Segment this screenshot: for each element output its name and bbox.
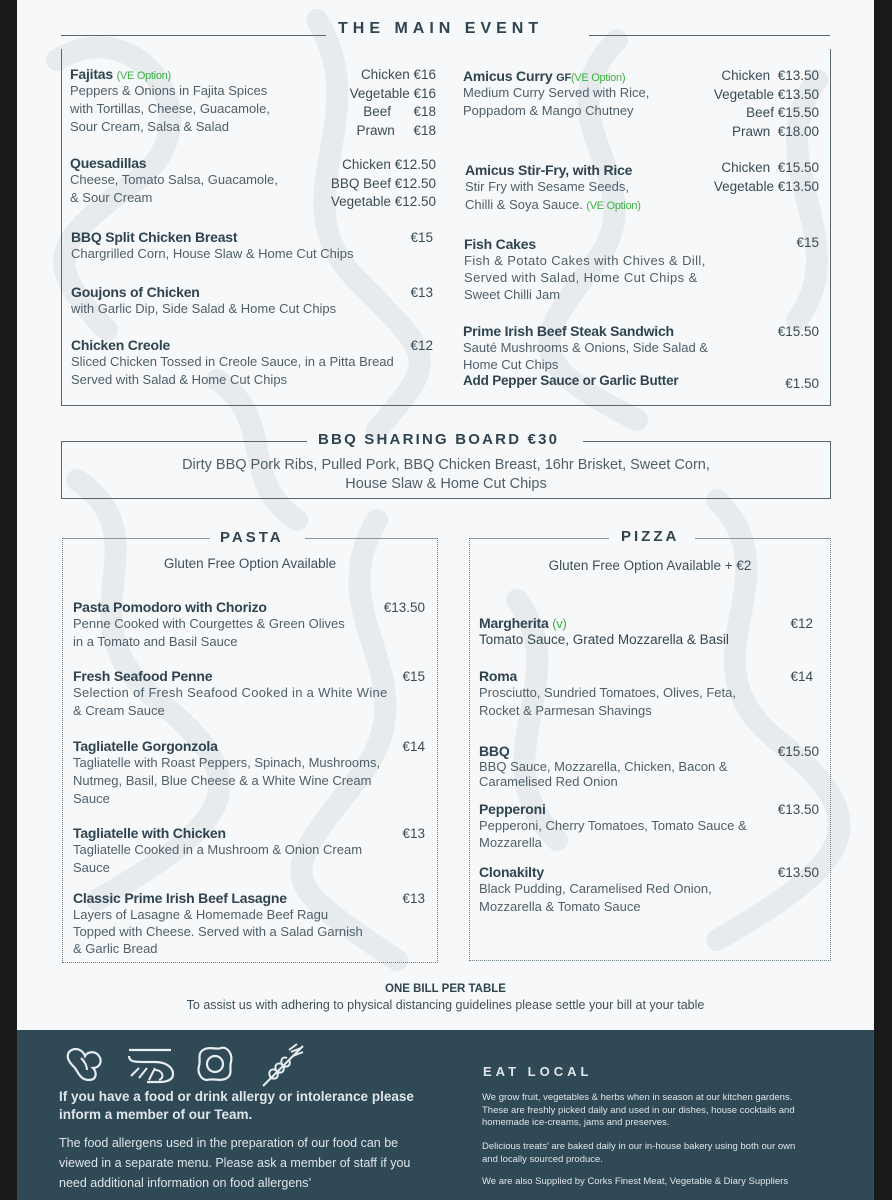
- price: BBQ Beef €12.50: [330, 175, 436, 191]
- item-desc: Sour Cream, Salsa & Salad: [70, 119, 229, 134]
- item-desc: Topped with Cheese. Served with a Salad Garnish: [73, 924, 363, 939]
- menu-item-amicus-curry: [463, 68, 649, 120]
- price: Chicken €15.50: [721, 160, 819, 175]
- menu-item-clonakilty: [479, 864, 712, 916]
- item-desc: Tomato Sauce, Grated Mozzarella & Basil: [479, 632, 729, 647]
- ve-option-tag: (VE Option): [571, 72, 626, 84]
- wheat-icon: [259, 1042, 307, 1088]
- price: €13: [402, 826, 425, 841]
- item-desc: Tagliatelle Cooked in a Mushroom & Onion Cream: [73, 842, 363, 857]
- menu-item-amicus-stir-fry: [465, 162, 641, 215]
- text-line: viewed in a separate menu. Please ask a member of staff if you: [59, 1156, 411, 1170]
- eat-local-p3: We are also Supplied by Corks Finest Meat, Vegetable & Diary Suppliers: [482, 1176, 789, 1187]
- price: €15: [402, 669, 425, 684]
- eat-local-p2: [482, 1141, 795, 1166]
- ve-option-tag: (VE Option): [116, 70, 171, 82]
- menu-item-tagliatelle-gorgonzola: [73, 738, 380, 808]
- item-desc: Black Pudding, Caramelised Red Onion,: [479, 881, 712, 896]
- item-desc: Home Cut Chips: [463, 357, 559, 372]
- item-desc: & Garlic Bread: [73, 941, 158, 956]
- price-list-fajitas: [296, 66, 436, 140]
- item-name: Fish Cakes: [464, 236, 536, 252]
- menu-item-pepperoni: [479, 801, 747, 851]
- price-list-amicus-curry: [669, 67, 819, 141]
- item-name: Chicken Creole: [71, 337, 171, 353]
- item-desc: Tagliatelle with Roast Peppers, Spinach, Mushrooms,: [73, 755, 381, 770]
- eat-local-title: EAT LOCAL: [483, 1064, 593, 1079]
- menu-item-tagliatelle-chicken: [73, 825, 362, 877]
- menu-item-chicken-creole: [71, 337, 394, 389]
- allergy-heading: [59, 1088, 414, 1124]
- item-desc: Pepperoni, Cherry Tomatoes, Tomato Sauce &: [479, 818, 747, 833]
- title-rule-left: [61, 35, 326, 36]
- price: €13: [410, 285, 433, 300]
- text-line: These are freshly picked daily and used in our dishes, house cocktails and: [482, 1104, 795, 1116]
- item-desc: Nutmeg, Basil, Blue Cheese & a White Wine Cream: [73, 773, 372, 788]
- item-desc: Penne Cooked with Courgettes & Green Olives: [73, 616, 345, 631]
- price: €15.50: [777, 744, 819, 759]
- price-list-quesadillas: [276, 156, 436, 212]
- price: €1.50: [785, 376, 819, 391]
- price: €12: [410, 338, 433, 353]
- bbq-board-title: BBQ SHARING BOARD €30: [318, 431, 560, 448]
- pizza-subtitle: Gluten Free Option Available + €2: [548, 558, 752, 573]
- menu-item-steak-sandwich: [463, 323, 708, 388]
- bbq-board-desc: [61, 456, 831, 494]
- title-rule-right: [589, 35, 830, 36]
- item-desc: Rocket & Parmesan Shavings: [479, 703, 652, 718]
- gf-tag: GF: [556, 72, 572, 84]
- menu-item-seafood-penne: [73, 668, 388, 720]
- egg-icon: [195, 1044, 235, 1084]
- item-name: Pasta Pomodoro with Chorizo: [73, 599, 267, 615]
- text-line: homemade ice-creams, jams and preserves.: [482, 1117, 670, 1128]
- text-line: and locally sourced produce.: [482, 1153, 603, 1165]
- item-desc: BBQ Sauce, Mozzarella, Chicken, Bacon &: [479, 759, 728, 774]
- ve-option-tag: (VE Option): [586, 200, 641, 212]
- pasta-title: PASTA: [220, 529, 284, 546]
- item-name: Fajitas: [70, 66, 113, 82]
- menu-item-margherita: [479, 615, 729, 649]
- price: Vegetable €13.50: [713, 178, 819, 194]
- notice-title: ONE BILL PER TABLE: [385, 983, 506, 995]
- pizza-title: PIZZA: [621, 528, 680, 545]
- item-name: Quesadillas: [70, 155, 147, 171]
- item-name: Tagliatelle Gorgonzola: [73, 738, 218, 754]
- item-desc: Caramelised Red Onion: [479, 774, 618, 789]
- item-desc: Medium Curry Served with Rice,: [463, 85, 650, 100]
- text-line: The food allergens used in the preparation of our food can be: [59, 1136, 399, 1150]
- add-on-name: Add Pepper Sauce or Garlic Butter: [463, 373, 679, 388]
- item-name: Margherita: [479, 615, 549, 631]
- desc-line: House Slaw & Home Cut Chips: [345, 476, 547, 492]
- item-desc: Layers of Lasagne & Homemade Beef Ragu: [73, 907, 329, 922]
- text-line: We grow fruit, vegetables & herbs when in season at our kitchen gardens.: [482, 1092, 793, 1103]
- item-desc: with Garlic Dip, Side Salad & Home Cut Chips: [71, 301, 337, 316]
- heading-line: inform a member of our Team.: [59, 1107, 253, 1122]
- text-line: Delicious treats’ are baked daily in our in-house bakery using both our own: [482, 1141, 796, 1152]
- price: €12: [790, 616, 813, 631]
- item-desc: & Cream Sauce: [73, 703, 165, 718]
- item-desc: Chargrilled Corn, House Slaw & Home Cut Chips: [71, 246, 354, 261]
- price: €14: [790, 669, 813, 684]
- item-desc: Mozzarella: [479, 835, 542, 850]
- shellfish-icon: [125, 1046, 177, 1084]
- item-desc: Prosciutto, Sundried Tomatoes, Olives, Feta,: [479, 685, 736, 700]
- item-desc: Chilli & Soya Sauce.: [465, 197, 583, 212]
- allergy-text: [59, 1133, 410, 1193]
- desc-line: Dirty BBQ Pork Ribs, Pulled Pork, BBQ Chicken Breast, 16hr Brisket, Sweet Corn,: [182, 457, 710, 473]
- item-desc: Served with Salad & Home Cut Chips: [71, 372, 288, 387]
- price: Chicken €16: [360, 67, 436, 82]
- allergen-icons: [63, 1042, 313, 1090]
- item-name: Prime Irish Beef Steak Sandwich: [463, 323, 674, 339]
- text-line: need additional information on food allergens’: [59, 1176, 312, 1190]
- price: Vegetable €16: [349, 85, 436, 101]
- item-name: BBQ: [479, 743, 510, 759]
- notice-text: To assist us with adhering to physical distancing guidelines please settle your bill at your table: [186, 998, 705, 1012]
- price: €15: [410, 230, 433, 245]
- item-name: Amicus Curry: [463, 68, 553, 84]
- price: Chicken €12.50: [342, 157, 436, 172]
- item-name: Pepperoni: [479, 801, 546, 817]
- price: Prawn €18: [356, 122, 436, 138]
- heading-line: If you have a food or drink allergy or intolerance please: [59, 1089, 414, 1104]
- item-desc: Selection of Fresh Seafood Cooked in a White Wine: [73, 685, 388, 700]
- price: €13.50: [777, 802, 819, 817]
- pasta-subtitle: Gluten Free Option Available: [163, 556, 337, 571]
- item-name: Fresh Seafood Penne: [73, 668, 213, 684]
- item-desc: with Tortillas, Cheese, Guacamole,: [70, 101, 270, 116]
- eat-local-p1: [482, 1092, 795, 1130]
- item-name: Amicus Stir-Fry, with Rice: [465, 162, 633, 178]
- item-desc: Sauté Mushrooms & Onions, Side Salad &: [463, 340, 708, 355]
- item-desc: Sauce: [73, 791, 110, 806]
- item-desc: Cheese, Tomato Salsa, Guacamole,: [70, 172, 278, 187]
- item-name: Goujons of Chicken: [71, 284, 200, 300]
- price: €13: [402, 891, 425, 906]
- price: €13.50: [777, 865, 819, 880]
- item-name: BBQ Split Chicken Breast: [71, 229, 238, 245]
- menu-item-lasagne: [73, 890, 363, 957]
- item-desc: Poppadom & Mango Chutney: [463, 103, 634, 118]
- price: Vegetable €12.50: [330, 194, 436, 209]
- price: €15: [796, 235, 819, 250]
- item-name: Classic Prime Irish Beef Lasagne: [73, 890, 287, 906]
- item-desc: Sliced Chicken Tossed in Creole Sauce, in a Pitta Bread: [71, 354, 394, 369]
- item-name: Roma: [479, 668, 518, 684]
- price: €14: [402, 739, 425, 754]
- menu-page: [17, 0, 874, 1200]
- main-event-title: THE MAIN EVENT: [338, 20, 544, 37]
- item-desc: Mozzarella & Tomato Sauce: [479, 899, 641, 914]
- menu-item-bbq-pizza: [479, 743, 728, 789]
- price-list-stir-fry: [669, 159, 819, 196]
- item-desc: & Sour Cream: [70, 190, 153, 205]
- menu-item-bbq-split-chicken: [71, 229, 354, 263]
- price: €15.50: [777, 324, 819, 339]
- price: Prawn €18.00: [731, 123, 819, 139]
- item-desc: Sweet Chilli Jam: [464, 287, 561, 302]
- footer: [17, 1030, 874, 1200]
- vegetarian-tag: (v): [552, 616, 567, 631]
- item-name: Tagliatelle with Chicken: [73, 825, 226, 841]
- menu-item-roma: [479, 668, 736, 720]
- item-desc: Fish & Potato Cakes with Chives & Dill,: [464, 253, 706, 268]
- price: €13.50: [383, 600, 425, 615]
- peanut-icon: [63, 1044, 109, 1084]
- price: Beef €18: [363, 104, 436, 119]
- item-desc: Peppers & Onions in Fajita Spices: [70, 83, 268, 98]
- item-desc: in a Tomato and Basil Sauce: [73, 634, 238, 649]
- item-desc: Stir Fry with Sesame Seeds,: [465, 179, 629, 194]
- menu-item-quesadillas: [70, 155, 278, 207]
- item-desc: Served with Salad, Home Cut Chips &: [464, 270, 698, 285]
- menu-item-fajitas: [70, 66, 270, 136]
- menu-item-goujons: [71, 284, 336, 318]
- item-desc: Sauce: [73, 860, 110, 875]
- menu-item-fish-cakes: [464, 236, 706, 303]
- price: Beef €15.50: [746, 105, 819, 120]
- price: Chicken €13.50: [721, 68, 819, 83]
- price: Vegetable €13.50: [713, 86, 819, 102]
- item-name: Clonakilty: [479, 864, 544, 880]
